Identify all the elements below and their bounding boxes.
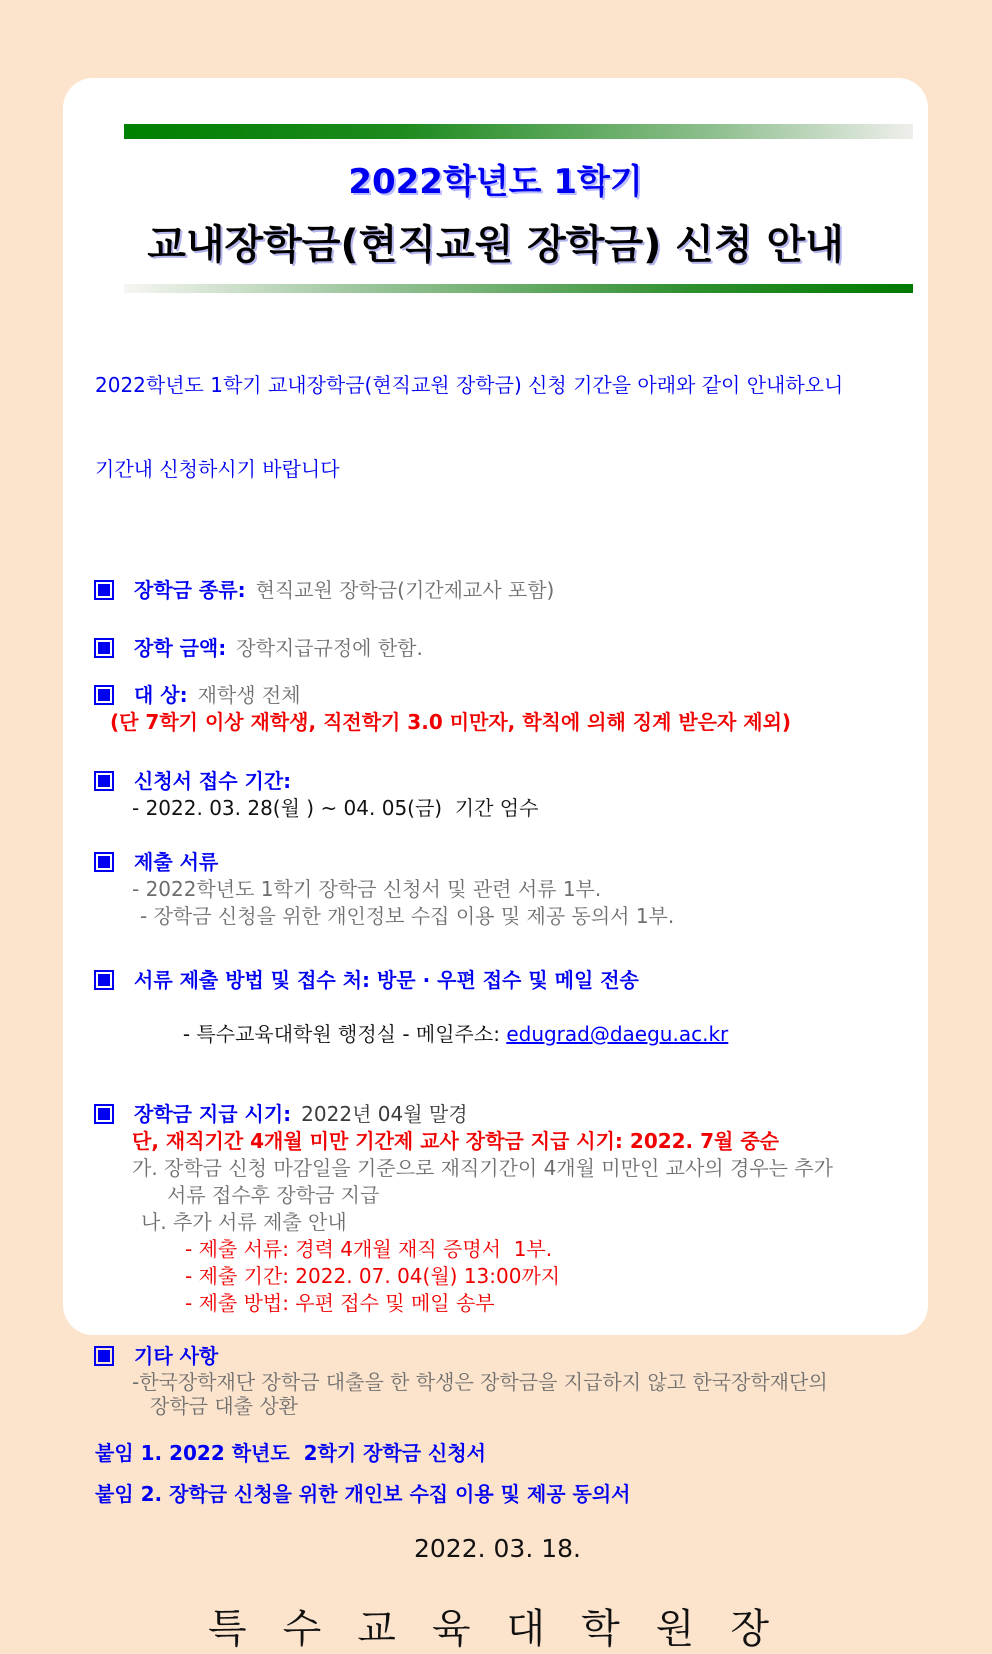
- section-required-documents: [95, 849, 900, 930]
- section-label: 장학금 종류:: [134, 578, 246, 602]
- email-link[interactable]: edugrad@daegu.ac.kr: [506, 1022, 729, 1046]
- section-label: 장학 금액:: [134, 636, 227, 660]
- extra-doc-deadline: - 제출 기간: 2022. 07. 04(월) 13:00까지: [185, 1264, 561, 1288]
- notice-sheet: [63, 78, 928, 1652]
- section-submission-method: [95, 967, 900, 1075]
- attachment-2: 붙임 2. 장학금 신청을 위한 개인보 수집 이용 및 제공 동의서: [95, 1482, 631, 1506]
- section-label: 대 상:: [134, 683, 188, 707]
- payment-item-ga-line2: 서류 접수후 장학금 지급: [167, 1183, 380, 1207]
- extra-doc-method: - 제출 방법: 우편 접수 및 메일 송부: [185, 1291, 495, 1315]
- notice-date: 2022. 03. 18.: [414, 1534, 581, 1563]
- target-exclusion-note: (단 7학기 이상 재학생, 직전학기 3.0 미만자, 학칙에 의해 징계 받은자 제외): [110, 710, 792, 734]
- header-gradient-bar-top: [124, 124, 913, 139]
- section-label: 서류 제출 방법 및 접수 처: 방문 · 우편 접수 및 메일 전송: [134, 968, 639, 992]
- intro-paragraph: [95, 315, 900, 539]
- header-gradient-bar-bottom: [124, 284, 913, 293]
- bullet-square-icon: [98, 642, 110, 654]
- section-application-period: [95, 768, 900, 822]
- payment-item-na: 나. 추가 서류 제출 안내: [141, 1210, 347, 1234]
- section-value: 현직교원 장학금(기간제교사 포함): [255, 578, 555, 602]
- notice-body: [63, 293, 928, 1654]
- bullet-square-icon: [98, 775, 110, 787]
- section-payment-timing: [95, 1101, 900, 1317]
- bullet-square-icon: [98, 584, 110, 596]
- section-label: 기타 사항: [134, 1344, 219, 1368]
- section-value: 장학지급규정에 한함.: [236, 636, 423, 660]
- section-value: 2022년 04월 말경: [301, 1102, 468, 1126]
- payment-exception-note: 단, 재직기간 4개월 미만 기간제 교사 장학금 지급 시기: 2022. 7월 중순: [132, 1129, 779, 1153]
- section-label: 신청서 접수 기간:: [134, 769, 292, 793]
- documents-item-1: - 2022학년도 1학기 장학금 신청서 및 관련 서류 1부.: [132, 877, 602, 901]
- application-period-dates: - 2022. 03. 28(월 ) ~ 04. 05(금) 기간 엄수: [132, 796, 539, 820]
- section-etc: [95, 1343, 900, 1418]
- page-title-main: 교내장학금(현직교원 장학금) 신청 안내: [147, 222, 844, 268]
- section-value: 재학생 전체: [197, 683, 301, 707]
- section-label: 장학금 지급 시기:: [134, 1102, 292, 1126]
- office-text: - 특수교육대학원 행정실 - 메일주소:: [182, 1022, 507, 1046]
- bullet-square-icon: [98, 1350, 110, 1362]
- page-title-semester: 2022학년도 1학기: [348, 162, 643, 202]
- intro-line-2: 기간내 신청하시기 바랍니다: [95, 457, 340, 481]
- etc-line-2: 장학금 대출 상환: [150, 1394, 298, 1418]
- etc-line-1: -한국장학재단 장학금 대출을 한 학생은 장학금을 지급하지 않고 한국장학재단의: [132, 1370, 828, 1394]
- intro-line-1: 2022학년도 1학기 교내장학금(현직교원 장학금) 신청 기간을 아래와 같이 안내하오니: [95, 373, 844, 397]
- section-scholarship-amount: [95, 635, 900, 662]
- section-target: [95, 682, 900, 736]
- submission-office-line: [132, 994, 900, 1075]
- bullet-square-icon: [98, 689, 110, 701]
- signature-dean: 특수교육대학원장: [207, 1606, 806, 1652]
- extra-doc-type: - 제출 서류: 경력 4개월 재직 증명서 1부.: [185, 1237, 553, 1261]
- section-scholarship-type: [95, 577, 900, 604]
- bullet-square-icon: [98, 856, 110, 868]
- documents-item-2: - 장학금 신청을 위한 개인정보 수집 이용 및 제공 동의서 1부.: [140, 904, 675, 928]
- bullet-square-icon: [98, 974, 110, 986]
- section-label: 제출 서류: [134, 850, 219, 874]
- attachment-1: 붙임 1. 2022 학년도 2학기 장학금 신청서: [95, 1441, 486, 1465]
- payment-item-ga-line1: 가. 장학금 신청 마감일을 기준으로 재직기간이 4개월 미만인 교사의 경우는 추가: [132, 1156, 833, 1180]
- bullet-square-icon: [98, 1108, 110, 1120]
